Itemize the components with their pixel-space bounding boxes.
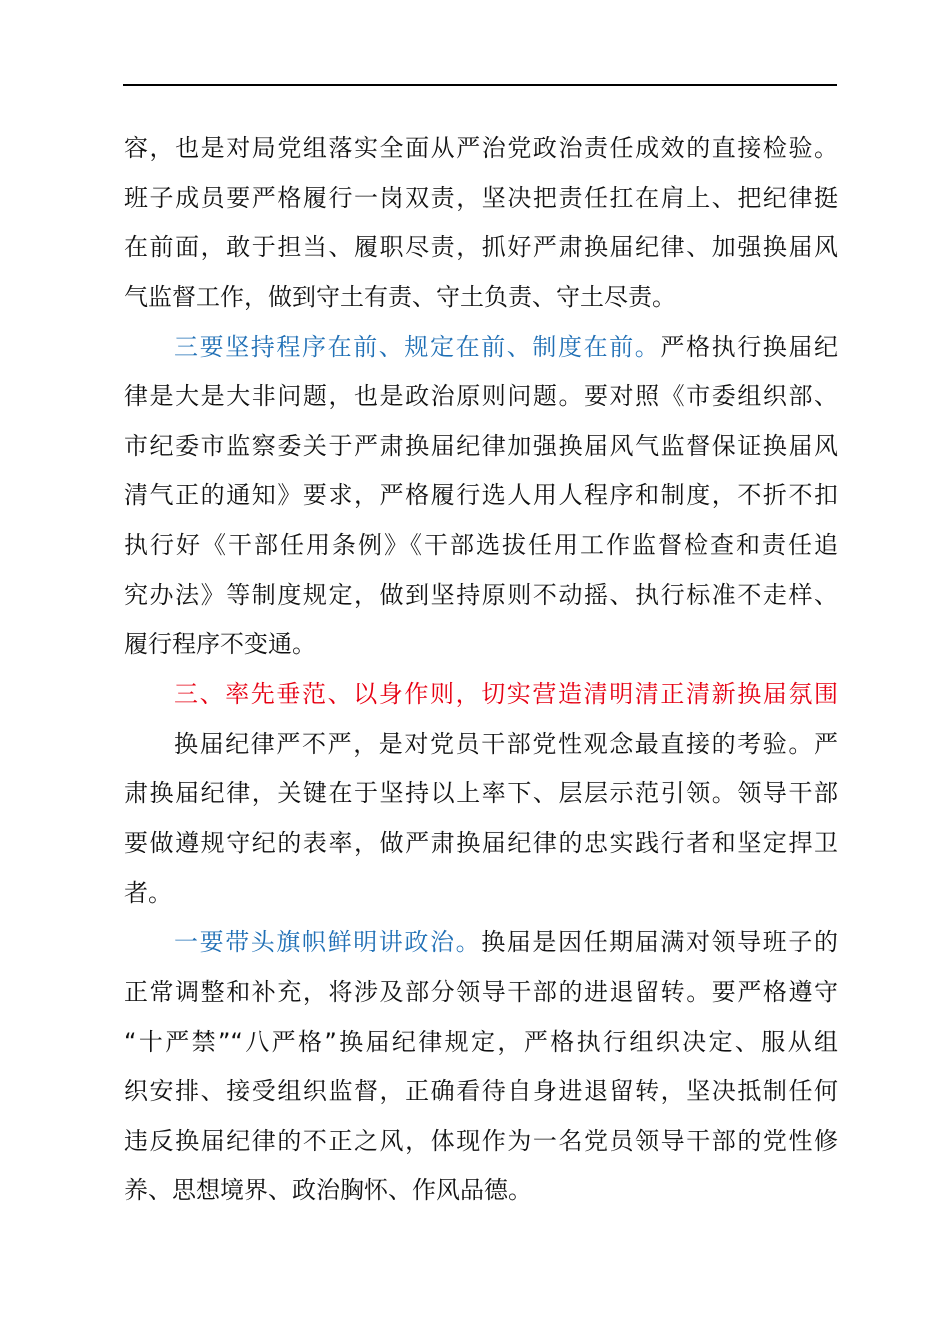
body-line: 肃换届纪律，关键在于坚持以上率下、层层示范引领。领导干部 [124, 779, 838, 808]
body-line: 者。 [124, 878, 172, 907]
body-line: 究办法》等制度规定，做到坚持原则不动摇、执行标准不走样、 [124, 580, 838, 609]
body-line: 履行程序不变通。 [124, 630, 316, 659]
body-line: 市纪委市监察委关于严肃换届纪律加强换届风气监督保证换届风 [124, 431, 838, 460]
subheading-line [124, 323, 838, 373]
body-line: 换届纪律严不严，是对党员干部党性观念最直接的考验。严 [174, 729, 838, 758]
subheading-highlight: 一要带头旗帜鲜明讲政治。 [174, 928, 482, 957]
document-body [124, 124, 838, 1216]
body-line: 在前面，敢于担当、履职尽责，抓好严肃换届纪律、加强换届风 [124, 233, 838, 262]
body-line: 养、思想境界、政治胸怀、作风品德。 [124, 1176, 532, 1205]
body-line: 气监督工作，做到守土有责、守土负责、守土尽责。 [124, 282, 676, 311]
body-line: 容，也是对局党组落实全面从严治党政治责任成效的直接检验。 [124, 134, 838, 162]
body-line: 班子成员要严格履行一岗双责，坚决把责任扛在肩上、把纪律挺 [124, 183, 838, 212]
body-line: 律是大是大非问题，也是政治原则问题。要对照《市委组织部、 [124, 382, 838, 411]
subheading-line [124, 918, 838, 968]
subheading-continuation: 换届是因任期届满对领导班子的 [481, 928, 838, 957]
body-line: 清气正的通知》要求，严格履行选人用人程序和制度，不折不扣 [124, 481, 838, 510]
subheading-highlight: 三要坚持程序在前、规定在前、制度在前。 [174, 332, 661, 361]
body-line: “十严禁”“八严格”换届纪律规定，严格执行组织决定、服从组 [124, 1027, 838, 1056]
body-line: 正常调整和补充，将涉及部分领导干部的进退留转。要严格遵守 [124, 977, 838, 1006]
body-line: 违反换届纪律的不正之风，体现作为一名党员领导干部的党性修 [124, 1126, 838, 1155]
subheading-continuation: 严格执行换届纪 [660, 332, 838, 361]
body-line: 执行好《干部任用条例》《干部选拔任用工作监督检查和责任追 [124, 531, 838, 560]
section-heading: 三、率先垂范、以身作则，切实营造清明清正清新换届氛围 [174, 680, 838, 709]
body-line: 要做遵规守纪的表率，做严肃换届纪律的忠实践行者和坚定捍卫 [124, 828, 838, 857]
header-rule [123, 84, 837, 86]
body-line: 织安排、接受组织监督，正确看待自身进退留转，坚决抵制任何 [124, 1077, 838, 1106]
